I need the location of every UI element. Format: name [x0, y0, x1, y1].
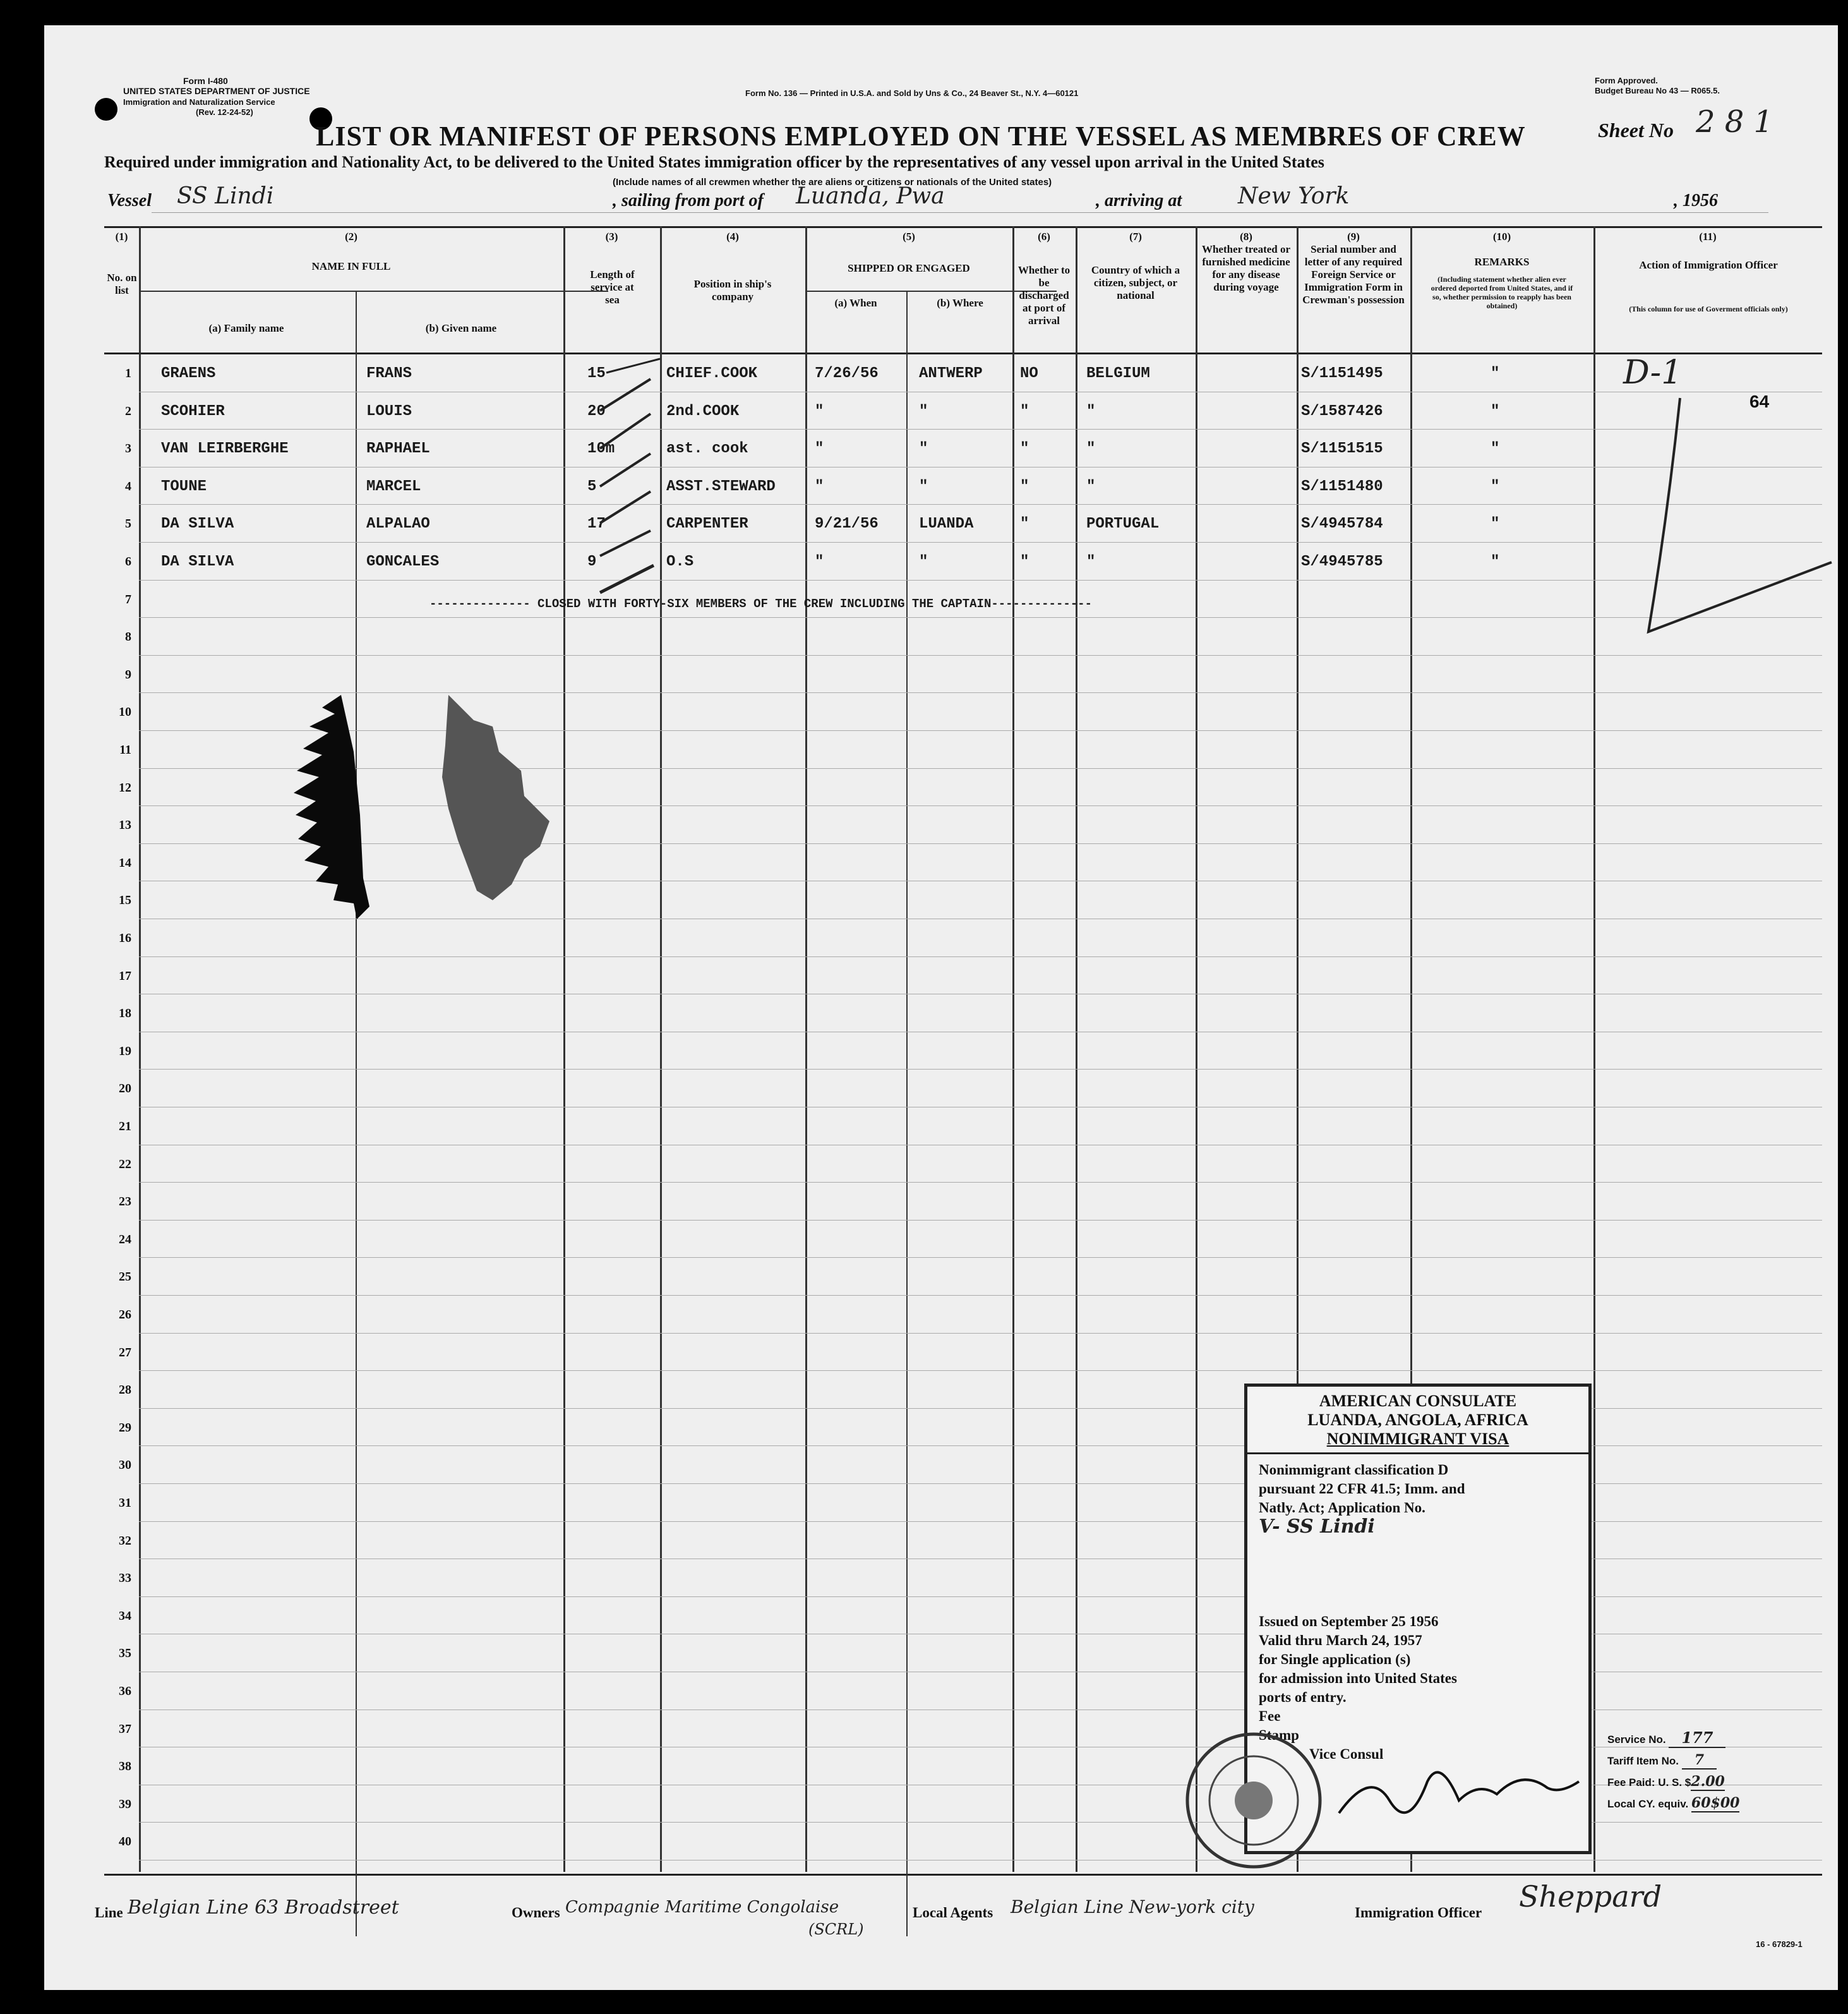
row-number: 1	[125, 366, 131, 380]
col7-header: Country of which a citizen, subject, or national	[1091, 264, 1180, 301]
consul-signature	[1333, 1744, 1598, 1838]
stamp-application: Natly. Act; Application No.	[1259, 1500, 1425, 1516]
col11-header: Action of Immigration Officer	[1639, 259, 1778, 271]
row-number: 4	[125, 479, 131, 493]
position: 2nd.COOK	[666, 402, 740, 420]
row-number: 38	[119, 1759, 131, 1774]
row-rule	[139, 1370, 1822, 1371]
row-number: 34	[119, 1608, 131, 1623]
row-number: 24	[119, 1232, 131, 1246]
stamp-location: LUANDA, ANGOLA, AFRICA	[1307, 1411, 1528, 1429]
local-amount: 60$00	[1691, 1795, 1740, 1811]
sheet-label: Sheet No	[1598, 119, 1674, 142]
col4-number: (4)	[726, 231, 739, 243]
tariff-number: 7	[1682, 1752, 1717, 1770]
row-number: 14	[119, 855, 131, 870]
col4-header: Position in ship's company	[693, 278, 772, 303]
discharged: "	[1020, 478, 1029, 495]
family-name: DA SILVA	[161, 516, 234, 533]
stamp-regulation: pursuant 22 CFR 41.5; Imm. and	[1259, 1481, 1465, 1497]
row-number: 20	[119, 1082, 131, 1096]
row-number: 8	[125, 630, 131, 644]
year: , 1956	[1674, 191, 1718, 210]
country: "	[1086, 440, 1096, 458]
given-name: LOUIS	[366, 402, 412, 420]
col6-header: Whether to be discharged at port of arrival	[1017, 264, 1071, 327]
stamp-valid: Valid thru March 24, 1957	[1259, 1632, 1422, 1648]
footer-line-label: Line	[95, 1905, 123, 1921]
stamp-vessel: V- SS Lindi	[1259, 1516, 1375, 1538]
discharged: "	[1020, 516, 1029, 533]
shipped-where: "	[919, 553, 928, 570]
given-name: RAPHAEL	[366, 440, 430, 458]
row-number: 9	[125, 667, 131, 682]
footer-owners-suffix: (SCRL)	[808, 1921, 864, 1938]
row-rule	[139, 956, 1822, 957]
col10-number: (10)	[1492, 231, 1511, 243]
row-number: 25	[119, 1270, 131, 1284]
form-number: Form I-480	[183, 76, 228, 86]
row-number: 3	[125, 442, 131, 456]
col10-note: (Including statement whether alien ever ordered deported from United States, and if so, whether permission to reapply has been obtained)	[1431, 275, 1573, 310]
given-name: FRANS	[366, 365, 412, 382]
footer-form-code: 16 - 67829-1	[1756, 1939, 1803, 1949]
serial-number: S/1151495	[1301, 365, 1383, 382]
row-number: 16	[119, 931, 131, 945]
col10-header: REMARKS	[1474, 256, 1530, 268]
row-rule	[139, 617, 1822, 618]
shipped-when: "	[815, 478, 824, 495]
col8-number: (8)	[1240, 231, 1252, 243]
shipped-when: 9/21/56	[815, 516, 879, 533]
col3-header: Length of service at sea	[590, 268, 635, 306]
row-number: 5	[125, 517, 131, 531]
service-length: 10m	[587, 440, 615, 458]
fee-label: Fee Paid: U. S. $	[1607, 1776, 1691, 1788]
remarks: "	[1491, 478, 1500, 495]
remarks: "	[1491, 553, 1500, 570]
row-rule	[139, 1257, 1822, 1258]
col2-header: NAME IN FULL	[311, 260, 391, 272]
row-rule	[139, 1220, 1822, 1221]
country: PORTUGAL	[1086, 516, 1160, 533]
row-number: 11	[119, 743, 131, 757]
shipped-when: 7/26/56	[815, 365, 879, 382]
arriving-label: , arriving at	[1096, 191, 1182, 210]
col1-number: (1)	[115, 231, 128, 243]
vessel-label: Vessel	[107, 191, 152, 210]
col2a-header: (a) Family name	[208, 322, 284, 334]
stamp-ports: ports of entry.	[1259, 1689, 1347, 1705]
row-number: 23	[119, 1195, 131, 1209]
col11-note: (This column for use of Goverment officials only)	[1629, 305, 1788, 313]
sailing-label: , sailing from port of	[613, 191, 764, 210]
sailing-port: Luanda, Pwa	[796, 183, 945, 209]
row-number: 18	[119, 1006, 131, 1021]
row-number: 37	[119, 1722, 131, 1736]
row-number: 32	[119, 1533, 131, 1548]
service-length: 20	[587, 402, 606, 420]
serial-number: S/4945785	[1301, 553, 1383, 570]
shipped-where: "	[919, 402, 928, 420]
stamp-classification: Nonimmigrant classification D	[1259, 1462, 1449, 1478]
position: ast. cook	[666, 440, 748, 458]
row-number: 39	[119, 1797, 131, 1811]
family-name: GRAENS	[161, 365, 216, 382]
country: "	[1086, 553, 1096, 570]
row-number: 17	[119, 968, 131, 983]
service-label: Service No.	[1607, 1734, 1666, 1746]
serial-number: S/1587426	[1301, 402, 1383, 420]
discharged: NO	[1020, 365, 1038, 382]
remarks: "	[1491, 516, 1500, 533]
row-number: 15	[119, 893, 131, 908]
service-length: 9	[587, 553, 597, 570]
officer-bracket-mark	[1636, 392, 1838, 644]
shipped-when: "	[815, 402, 824, 420]
row-rule	[139, 504, 1822, 505]
row-number: 7	[125, 592, 131, 606]
footer-owners: Compagnie Maritime Congolaise	[565, 1898, 839, 1917]
row-number: 26	[119, 1308, 131, 1322]
fee-amount: 2.00	[1691, 1773, 1725, 1790]
row-number: 33	[119, 1571, 131, 1586]
stamp-vice-consul: Vice Consul	[1309, 1746, 1384, 1762]
revision-date: (Rev. 12-24-52)	[196, 107, 253, 117]
subtitle-note: (Include names of all crewmen whether the are aliens or citizens or nationals of the United states)	[613, 177, 1052, 188]
row-number: 12	[119, 780, 131, 795]
row-rule	[139, 1295, 1822, 1296]
stamp-visa-type: NONIMMIGRANT VISA	[1326, 1430, 1509, 1448]
row-number: 29	[119, 1420, 131, 1435]
serial-number: S/4945784	[1301, 516, 1383, 533]
footer-line: Belgian Line 63 Broadstreet	[128, 1896, 399, 1919]
family-name: DA SILVA	[161, 553, 234, 570]
page-title: LIST OR MANIFEST OF PERSONS EMPLOYED ON THE VESSEL AS MEMBRES OF CREW	[316, 121, 1526, 152]
col6-number: (6)	[1038, 231, 1050, 243]
country: "	[1086, 478, 1096, 495]
row-number: 13	[119, 818, 131, 833]
printer-line: Form No. 136 — Printed in U.S.A. and Sold by Uns & Co., 24 Beaver St., N.Y. 4—60121	[745, 88, 1079, 98]
row-rule	[139, 655, 1822, 656]
position: O.S	[666, 553, 694, 570]
discharged: "	[1020, 402, 1029, 420]
remarks: "	[1491, 365, 1500, 382]
given-name: GONCALES	[366, 553, 440, 570]
given-name: ALPALAO	[366, 516, 430, 533]
footer-officer-label: Immigration Officer	[1355, 1905, 1482, 1921]
row-rule	[139, 1069, 1822, 1070]
col9-header: Serial number and letter of any required Foreign Service or Immigration Form in Crewman's possession	[1302, 243, 1405, 306]
row-number: 40	[119, 1835, 131, 1849]
service-length: 5	[587, 478, 597, 495]
shipped-where: ANTWERP	[919, 365, 983, 382]
punch-hole	[95, 98, 117, 121]
row-number: 30	[119, 1458, 131, 1473]
stamp-stamp: Stamp	[1259, 1727, 1299, 1743]
remarks: "	[1491, 440, 1500, 458]
country: BELGIUM	[1086, 365, 1150, 382]
form-approved: Form Approved.	[1595, 76, 1658, 85]
row-rule	[139, 1182, 1822, 1183]
row-number: 27	[119, 1345, 131, 1360]
serial-number: S/1151480	[1301, 478, 1383, 495]
embossed-seal-dark	[259, 689, 404, 929]
manifest-sheet	[44, 25, 1838, 1990]
local-label: Local CY. equiv.	[1607, 1798, 1689, 1810]
officer-class-mark: D-1	[1623, 354, 1683, 392]
row-number: 2	[125, 404, 131, 418]
position: ASST.STEWARD	[666, 478, 776, 495]
service-length: 15	[587, 365, 606, 382]
fee-box	[1607, 1728, 1739, 1814]
discharged: "	[1020, 440, 1029, 458]
position: CHIEF.COOK	[666, 365, 758, 382]
service-length: 17	[587, 516, 606, 533]
row-rule	[139, 542, 1822, 543]
col9-number: (9)	[1347, 231, 1360, 243]
col2-number: (2)	[345, 231, 357, 243]
stamp-admission: for admission into United States	[1259, 1670, 1457, 1686]
remarks: "	[1491, 402, 1500, 420]
row-number: 6	[125, 555, 131, 569]
row-number: 31	[119, 1496, 131, 1510]
stamp-applications: for Single application (s)	[1259, 1651, 1411, 1667]
service-name: Immigration and Naturalization Service	[123, 97, 275, 107]
family-name: VAN LEIRBERGHE	[161, 440, 289, 458]
footer-owners-label: Owners	[512, 1905, 560, 1921]
country: "	[1086, 402, 1096, 420]
closing-line: -------------- CLOSED WITH FORTY-SIX MEMBERS OF THE CREW INCLUDING THE CAPTAIN--------------	[429, 597, 1092, 611]
arriving-port: New York	[1238, 183, 1350, 209]
col1-header: No. on list	[107, 272, 137, 296]
stamp-fee: Fee	[1259, 1708, 1281, 1724]
shipped-where: "	[919, 440, 928, 458]
col5-number: (5)	[903, 231, 915, 243]
col3-number: (3)	[605, 231, 618, 243]
stamp-issued: Issued on September 25 1956	[1259, 1613, 1439, 1629]
discharged: "	[1020, 553, 1029, 570]
col11-number: (11)	[1699, 231, 1717, 243]
row-rule	[139, 580, 1822, 581]
row-number: 10	[119, 705, 131, 720]
row-number: 22	[119, 1157, 131, 1171]
footer-agents-label: Local Agents	[913, 1905, 993, 1921]
service-number: 177	[1669, 1728, 1725, 1748]
footer-officer-signature: Sheppard	[1519, 1879, 1662, 1914]
embossed-seal-gray	[398, 682, 568, 916]
subtitle: Required under immigration and Nationality Act, to be delivered to the United States immigration officer by the representatives of any vessel upon arrival in the United States	[104, 153, 1324, 171]
row-number: 19	[119, 1044, 131, 1058]
row-number: 28	[119, 1383, 131, 1397]
department-name: UNITED STATES DEPARTMENT OF JUSTICE	[123, 86, 310, 96]
shipped-when: "	[815, 553, 824, 570]
col5b-header: (b) Where	[937, 297, 983, 309]
family-name: TOUNE	[161, 478, 207, 495]
shipped-when: "	[815, 440, 824, 458]
serial-number: S/1151515	[1301, 440, 1383, 458]
row-number: 21	[119, 1119, 131, 1133]
row-rule	[139, 1333, 1822, 1334]
col5a-header: (a) When	[834, 297, 877, 309]
tariff-label: Tariff Item No.	[1607, 1755, 1679, 1767]
consular-seal	[1178, 1725, 1329, 1876]
shipped-where: "	[919, 478, 928, 495]
col8-header: Whether treated or furnished medicine for any disease during voyage	[1201, 243, 1291, 293]
position: CARPENTER	[666, 516, 748, 533]
footer-agents: Belgian Line New-york city	[1011, 1896, 1254, 1917]
col2b-header: (b) Given name	[425, 322, 497, 334]
sheet-number: 2 8 1	[1696, 104, 1773, 140]
col5-header: SHIPPED OR ENGAGED	[848, 262, 970, 274]
length-strike-marks	[562, 354, 758, 619]
col7-number: (7)	[1129, 231, 1142, 243]
stamp-consulate: AMERICAN CONSULATE	[1319, 1392, 1517, 1410]
row-rule	[139, 429, 1822, 430]
budget-bureau: Budget Bureau No 43 — R065.5.	[1595, 86, 1720, 95]
row-number: 36	[119, 1684, 131, 1698]
row-number: 35	[119, 1646, 131, 1661]
crew-count-mark: 64	[1749, 392, 1770, 411]
shipped-where: LUANDA	[919, 516, 974, 533]
vessel-name: SS Lindi	[177, 183, 274, 209]
given-name: MARCEL	[366, 478, 421, 495]
family-name: SCOHIER	[161, 402, 225, 420]
